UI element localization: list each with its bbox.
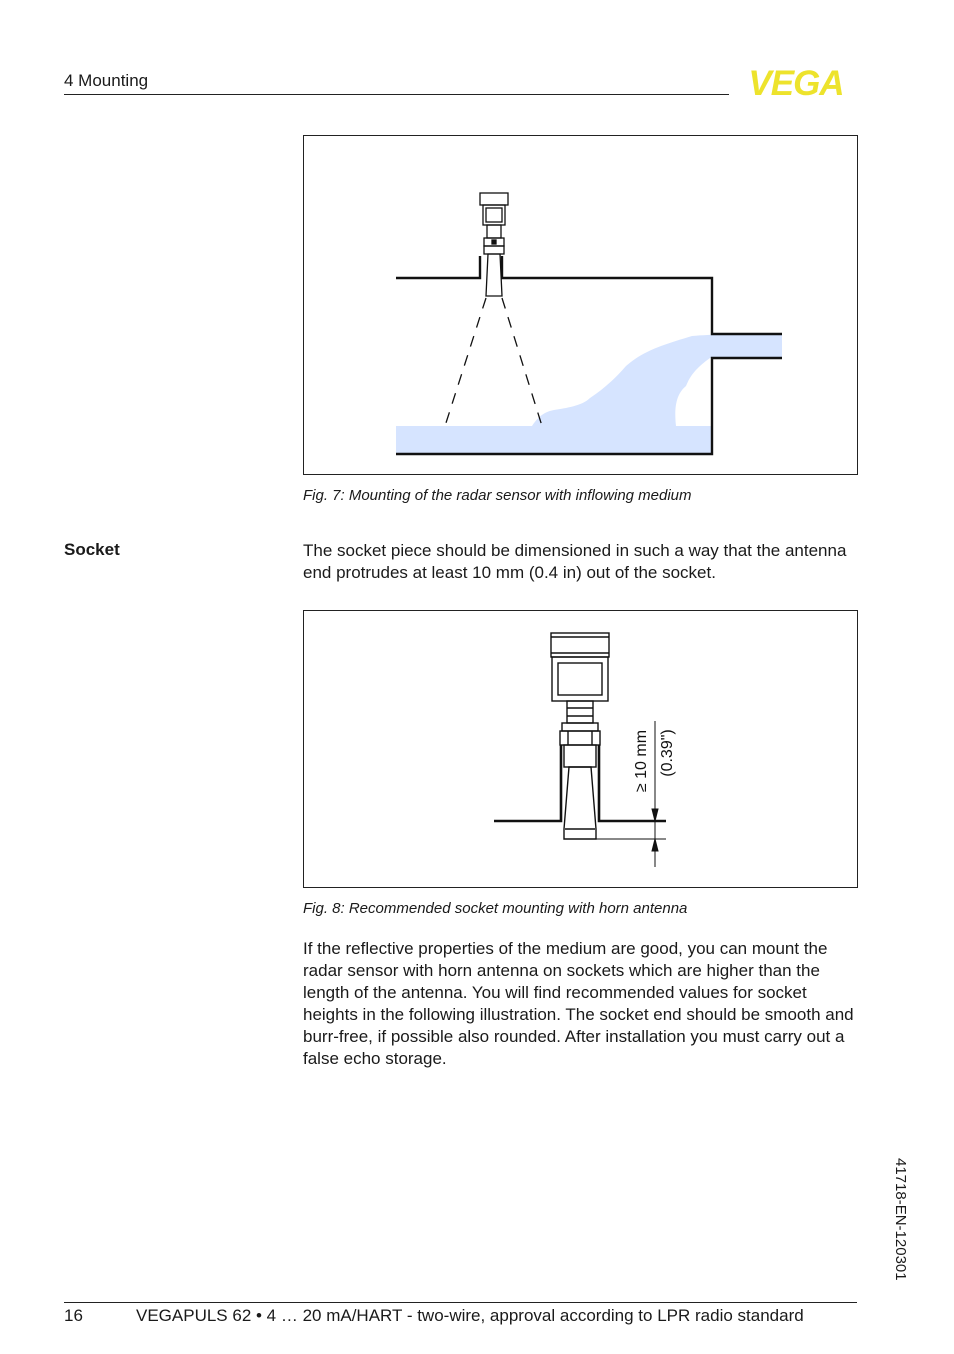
figure-8-caption: Fig. 8: Recommended socket mounting with horn antenna <box>303 900 688 917</box>
footer-title: VEGAPULS 62 • 4 … 20 mA/HART - two-wire, approval according to LPR radio standard <box>136 1306 804 1325</box>
figure-8 <box>303 610 858 888</box>
radar-beam <box>445 298 542 426</box>
figure-7-drawing <box>304 136 857 474</box>
tank-outline-right <box>502 256 782 334</box>
figure-7-caption: Fig. 7: Mounting of the radar sensor with inflowing medium <box>303 487 692 504</box>
dimension-inch-label: (0.39") <box>659 729 676 777</box>
document-number: 41718-EN-120301 <box>892 1158 909 1281</box>
footer-rule <box>64 1302 857 1303</box>
running-header-section: 4 Mounting <box>64 71 149 90</box>
tank-outline <box>396 256 480 278</box>
radar-sensor <box>480 193 508 296</box>
medium-surface <box>396 334 782 454</box>
figure-7 <box>303 135 858 475</box>
socket-heading: Socket <box>64 540 120 559</box>
logo-text: VEGA <box>748 66 844 98</box>
dimension-lines <box>596 721 666 867</box>
dimension-mm-label: ≥ 10 mm <box>633 729 650 793</box>
header-rule <box>64 94 729 95</box>
vega-logo <box>734 66 858 98</box>
body-paragraph: If the reflective properties of the medium are good, you can mount the radar sensor with horn antenna on sockets which are higher than the length of the antenna. You will find recommended values for socket heights in the following illustration. The socket end should be smooth and burr-free, if possible also rounded. After installation you must carry out a false echo storage. <box>303 939 854 1068</box>
page-number: 16 <box>64 1306 83 1325</box>
figure-8-drawing <box>304 611 857 887</box>
socket-paragraph: The socket piece should be dimensioned in such a way that the antenna end protrudes at least 10 mm (0.4 in) out of the socket. <box>303 541 847 582</box>
